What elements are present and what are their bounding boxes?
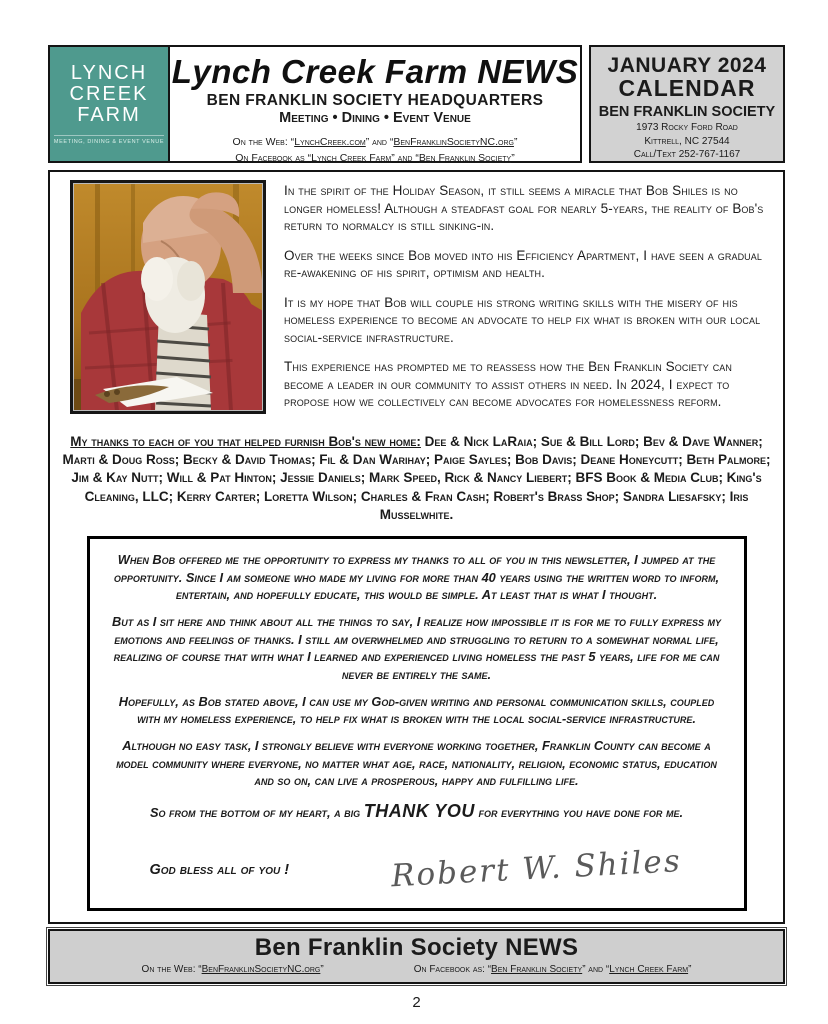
page-number: 2 xyxy=(412,994,421,1011)
footer-web-suffix: ” xyxy=(320,964,324,975)
thanks-names: Dee & Nick LaRaia; Sue & Bill Lord; Bev & Dave Wanner; Marti & Doug Ross; Becky & David Thomas; Fil & Dan Warihay; Paige Sayles; Bob Davis; Deane Honeycutt; Beth Palmore; Jim & Kay Nutt; Will & Pat Hinton; Jessie Daniels; Mark Speed, Rick & Nancy Liebert; BFS Book & Media Club; King's Cleaning, LLC; Kerry Carter; Loretta Wilson; Charles & Fran Cash; Robert's Brass Shop; Sandra Liesafsky; Iris Musselwhite. xyxy=(62,434,771,522)
venue-tagline: Meeting • Dining • Event Venue xyxy=(279,110,471,126)
letter-closing-prefix: So from the bottom of my heart, a big xyxy=(149,804,364,820)
article-paragraph-2: Over the weeks since Bob moved into his Efficiency Apartment, I have seen a gradual re-awakening of his spirit, optimism and health. xyxy=(284,247,762,281)
article-paragraphs xyxy=(266,180,777,423)
footer-facebook-suffix: ” xyxy=(688,964,692,975)
letter-paragraph-4: Although no easy task, I strongly believe with everyone working together, Franklin County can become a model community where everyone, no matter what age, race, nationality, religion, economic status, education and so on, can live a prosperous, happy and fulfilling life. xyxy=(116,738,717,789)
newsletter-subtitle: BEN FRANKLIN SOCIETY HEADQUARTERS xyxy=(206,92,544,109)
facebook-line-mid: ” and “ xyxy=(391,151,419,164)
calendar-org: BEN FRANKLIN SOCIETY xyxy=(598,104,776,120)
footer-facebook-prefix: On Facebook as: “ xyxy=(413,964,492,975)
footer-facebook-mid: ” and “ xyxy=(582,964,610,975)
article-body xyxy=(48,170,785,924)
bob-shiles-photo-illustration xyxy=(73,183,263,411)
footer-benfranklinsocietync-org-link[interactable]: BenFranklinSocietyNC.org xyxy=(201,964,321,975)
thanks-heading: My thanks to each of you that helped furnish Bob's new home: xyxy=(70,434,421,450)
calendar-phone: Call/Text 252-767-1167 xyxy=(633,149,741,160)
god-bless-line: God bless all of you ! xyxy=(149,861,290,878)
calendar-panel xyxy=(589,45,785,163)
facebook-ben-franklin-society-link[interactable]: Ben Franklin Society xyxy=(418,151,512,164)
letter-paragraph-3: Hopefully, as Bob stated above, I can use my God-given writing and personal communication skills, coupled with my homeless experience, to help fix what is broken with the local social-service infrastructure. xyxy=(118,693,715,727)
thanks-section xyxy=(50,433,783,524)
article-paragraph-3: It is my hope that Bob will couple his strong writing skills with the misery of his homeless experience to become an advocate to help fix what is broken with our local social-service infrastructure. xyxy=(284,294,761,345)
facebook-line-prefix: On Facebook as “ xyxy=(235,151,312,164)
footer-web-prefix: On the Web: “ xyxy=(141,964,202,975)
letter-closing-suffix: for everything you have done for me. xyxy=(474,804,684,820)
masthead xyxy=(170,45,582,163)
article-paragraph-1: In the spirit of the Holiday Season, it still seems a miracle that Bob Shiles is no longer homeless! Although a steadfast goal for nearly 5-years, the reality of Bob's return to normalcy is still sinking-in. xyxy=(284,183,764,234)
header-gap xyxy=(582,45,589,163)
benfranklinsocietync-org-link[interactable]: BenFranklinSocietyNC.org xyxy=(393,136,514,148)
lynch-creek-farm-logo xyxy=(48,45,170,163)
calendar-address-line1: 1973 Rocky Ford Road xyxy=(636,122,738,133)
article-top-section xyxy=(50,180,783,423)
calendar-month: JANUARY 2024 xyxy=(607,54,767,77)
facebook-line-suffix: ” xyxy=(511,151,515,164)
photo-bob-shiles xyxy=(70,180,266,414)
letter-paragraph-2: But as I sit here and think about all the things to say, I realize how impossible it is for me to fully express my emotions and feelings of thanks. I still am overwhelmed and struggling to return to a somewhat normal life, realizing of course that with what I learned and experienced living homeless the past 5 years, life for me can never be entirely the same. xyxy=(111,614,722,683)
calendar-label: CALENDAR xyxy=(618,75,756,101)
footer-web-line xyxy=(142,964,324,975)
letter-closing-line xyxy=(108,799,726,824)
logo-line1: LYNCH xyxy=(70,62,148,85)
footer-facebook-ben-franklin-society-link[interactable]: Ben Franklin Society xyxy=(491,964,583,975)
article-paragraph-4: This experience has prompted me to reassess how the Ben Franklin Society can become a leader in our community to assist others in need. In 2024, I expect to propose how we collectively can become advocates for homelessness reform. xyxy=(284,359,733,410)
facebook-lynch-creek-farm-link[interactable]: Lynch Creek Farm xyxy=(311,151,392,164)
logo-line3: FARM xyxy=(77,103,141,126)
logo-line2: CREEK xyxy=(69,83,149,106)
letter-signature-row xyxy=(108,833,726,898)
logo-tagline: MEETING, DINING & EVENT VENUE xyxy=(54,135,164,145)
masthead-links xyxy=(170,135,580,167)
footer-title: Ben Franklin Society NEWS xyxy=(254,934,579,961)
calendar-address-line2: Kittrell, NC 27544 xyxy=(644,135,730,147)
footer-links xyxy=(50,964,783,975)
newsletter-title: Lynch Creek Farm NEWS xyxy=(171,53,579,90)
header xyxy=(48,45,785,163)
footer-facebook-lynch-creek-farm-link[interactable]: Lynch Creek Farm xyxy=(609,964,689,975)
web-line-mid: ” and “ xyxy=(365,136,394,148)
web-line xyxy=(170,135,580,151)
letter-paragraph-1: When Bob offered me the opportunity to express my thanks to all of you in this newsletter, I jumped at the opportunity. Since I am someone who made my living for more than 40 years using the written word to inform, entertain, and hopefully educate, this would be simple. At least that is what I thought. xyxy=(113,552,720,603)
thank-you-letter xyxy=(87,536,747,910)
logo-text xyxy=(70,63,149,125)
letter-big-thank-you: THANK YOU xyxy=(363,800,475,821)
web-line-suffix: ” xyxy=(513,136,518,148)
web-line-prefix: On the Web: “ xyxy=(232,136,295,148)
footer-facebook-line xyxy=(414,964,692,975)
handwritten-signature: Robert W. Shiles xyxy=(389,842,683,895)
facebook-line xyxy=(170,151,580,167)
calendar-address xyxy=(591,121,783,162)
lynchcreek-com-link[interactable]: LynchCreek.com xyxy=(294,136,366,148)
footer-banner xyxy=(48,929,785,984)
